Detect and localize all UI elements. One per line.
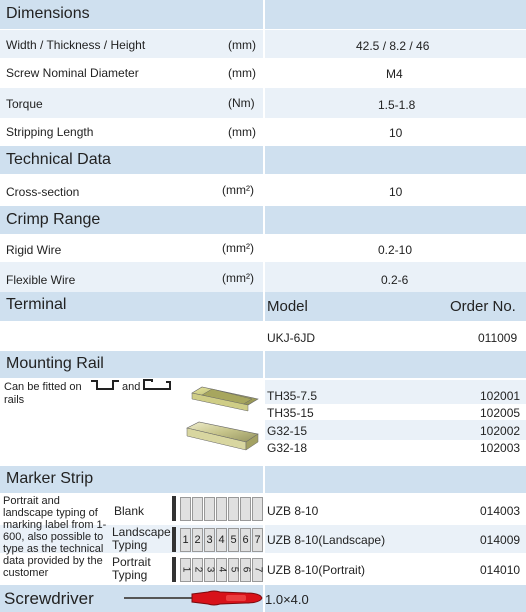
description-line: 600, also possible to bbox=[3, 531, 104, 543]
strip-cell: 4 bbox=[216, 528, 227, 552]
marker-order: 014009 bbox=[480, 533, 521, 547]
strip-cell bbox=[240, 497, 251, 521]
screwdriver-icon bbox=[122, 587, 264, 609]
rail-order: 102002 bbox=[480, 424, 521, 438]
strip-cell: 5 bbox=[228, 528, 239, 552]
marker-type-label: Typing bbox=[112, 568, 148, 582]
description-line: marking label from 1- bbox=[3, 519, 107, 531]
row-value: 1.5-1.8 bbox=[378, 98, 416, 112]
rail-model: G32-15 bbox=[267, 424, 308, 438]
row-unit: (Nm) bbox=[228, 96, 255, 110]
column-divider bbox=[263, 0, 265, 612]
strip-cell bbox=[192, 558, 203, 582]
strip-digit: 1 bbox=[180, 566, 191, 573]
terminal-title: Terminal bbox=[6, 296, 67, 313]
strip-cell: 3 bbox=[204, 528, 215, 552]
row-label: Stripping Length bbox=[6, 125, 94, 139]
row-unit: (mm) bbox=[228, 38, 256, 52]
row-unit: (mm²) bbox=[222, 241, 254, 255]
marker-model: UZB 8-10(Portrait) bbox=[267, 563, 366, 577]
top-hat-rail-icon bbox=[90, 379, 120, 391]
row-label: Rigid Wire bbox=[6, 243, 62, 257]
marker-type-label: Landscape bbox=[112, 525, 171, 539]
strip-edge bbox=[172, 527, 176, 552]
row-unit: (mm²) bbox=[222, 183, 254, 197]
strip-cell bbox=[180, 497, 191, 521]
description-line: customer bbox=[3, 567, 49, 579]
marker-strip-blank bbox=[172, 496, 262, 521]
marker-strip-landscape bbox=[172, 527, 262, 552]
strip-cell bbox=[228, 497, 239, 521]
marker-order: 014003 bbox=[480, 504, 521, 518]
rail-order: 102005 bbox=[480, 406, 521, 420]
row-label: Screw Nominal Diameter bbox=[6, 66, 139, 80]
screwdriver-size: 1.0×4.0 bbox=[265, 592, 309, 607]
strip-cell bbox=[228, 558, 239, 582]
strip-digit: 5 bbox=[228, 566, 239, 573]
strip-cell bbox=[216, 497, 227, 521]
strip-digit: 4 bbox=[216, 566, 227, 573]
marker-order: 014010 bbox=[480, 563, 521, 577]
row-label: Width / Thickness / Height bbox=[6, 38, 146, 52]
rail-title: Mounting Rail bbox=[6, 355, 104, 372]
strip-cell bbox=[204, 558, 215, 582]
row-value: 42.5 / 8.2 / 46 bbox=[356, 39, 430, 53]
top-hat-rail-image bbox=[190, 383, 260, 413]
marker-type-label: Portrait bbox=[112, 555, 151, 569]
rail-model: G32-18 bbox=[267, 441, 308, 455]
screwdriver-title: Screwdriver bbox=[4, 589, 94, 608]
description-line: data provided by the bbox=[3, 555, 103, 567]
strip-cell bbox=[216, 558, 227, 582]
rail-fit-text: Can be fitted on bbox=[4, 381, 82, 393]
order-column-header: Order No. bbox=[450, 298, 516, 315]
strip-digit: 6 bbox=[240, 566, 251, 573]
marker-type-label: Typing bbox=[112, 538, 148, 552]
row-unit: (mm) bbox=[228, 125, 256, 139]
marker-type-label: Blank bbox=[114, 504, 145, 518]
row-label: Flexible Wire bbox=[6, 273, 76, 287]
description-line: type as the technical bbox=[3, 543, 104, 555]
rail-rails-text: rails bbox=[4, 394, 25, 406]
g-rail-icon bbox=[143, 379, 171, 391]
crimp-title: Crimp Range bbox=[6, 211, 101, 228]
row-unit: (mm) bbox=[228, 66, 256, 80]
row-value: 0.2-10 bbox=[378, 243, 413, 257]
strip-cell bbox=[240, 558, 251, 582]
row-value: 10 bbox=[389, 126, 403, 140]
strip-digit: 2 bbox=[192, 566, 203, 573]
row-unit: (mm²) bbox=[222, 271, 254, 285]
strip-cell: 2 bbox=[192, 528, 203, 552]
strip-digit: 3 bbox=[204, 566, 215, 573]
g-rail-image bbox=[185, 420, 260, 452]
marker-description bbox=[3, 495, 106, 579]
strip-cell bbox=[180, 558, 191, 582]
strip-edge bbox=[172, 557, 176, 582]
row-value: 10 bbox=[389, 185, 403, 199]
marker-strip-portrait bbox=[172, 557, 262, 582]
rail-model: TH35-7.5 bbox=[267, 389, 318, 403]
rail-model: TH35-15 bbox=[267, 406, 314, 420]
strip-cell: 1 bbox=[180, 528, 191, 552]
row-label: Cross-section bbox=[6, 185, 80, 199]
dimensions-title: Dimensions bbox=[6, 5, 90, 22]
row-value: 0.2-6 bbox=[381, 273, 409, 287]
strip-digit: 7 bbox=[252, 566, 263, 573]
strip-cell: 7 bbox=[252, 528, 263, 552]
technical-title: Technical Data bbox=[6, 151, 111, 168]
model-column-header: Model bbox=[267, 298, 308, 315]
description-line: landscape typing of bbox=[3, 507, 98, 519]
strip-cell: 6 bbox=[240, 528, 251, 552]
strip-cell bbox=[252, 558, 263, 582]
strip-edge bbox=[172, 496, 176, 521]
strip-cell bbox=[204, 497, 215, 521]
marker-model: UZB 8-10(Landscape) bbox=[267, 533, 386, 547]
strip-cell bbox=[192, 497, 203, 521]
strip-cell bbox=[252, 497, 263, 521]
row-value: M4 bbox=[386, 67, 403, 81]
description-line: Portrait and bbox=[3, 495, 60, 507]
terminal-model: UKJ-6JD bbox=[267, 331, 316, 345]
marker-title: Marker Strip bbox=[6, 470, 94, 487]
marker-model: UZB 8-10 bbox=[267, 504, 319, 518]
rail-order: 102001 bbox=[480, 389, 521, 403]
row-label: Torque bbox=[6, 97, 43, 111]
terminal-order: 011009 bbox=[478, 331, 518, 345]
rail-and-text: and bbox=[122, 381, 141, 393]
rail-order: 102003 bbox=[480, 441, 521, 455]
